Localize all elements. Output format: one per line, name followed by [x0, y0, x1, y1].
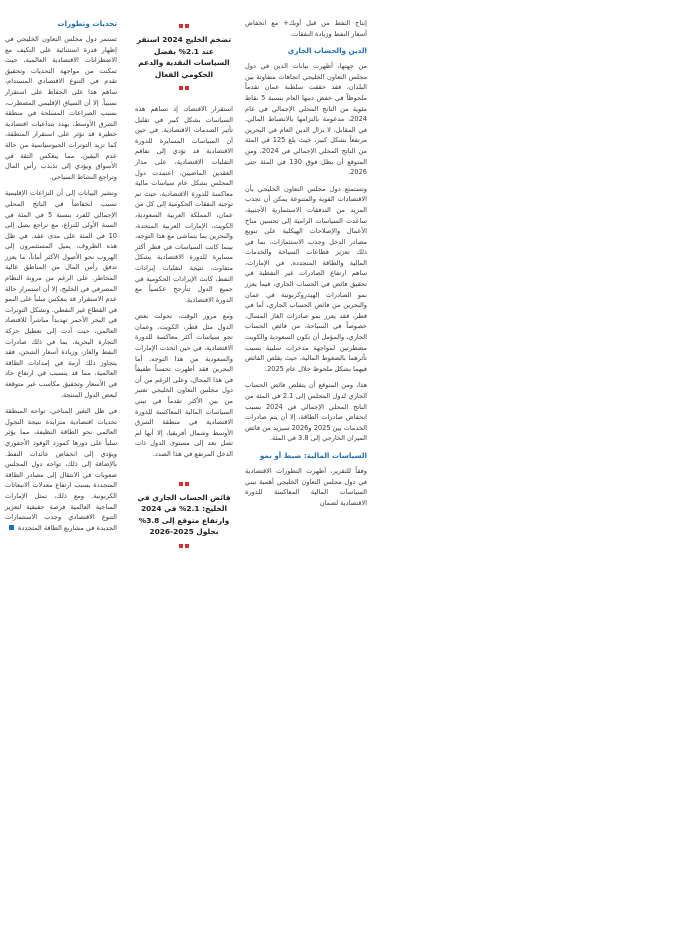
red-marker-top-2: [179, 482, 189, 486]
heading-fiscal-policy: السياسات المالية: ضبط أو نمو: [259, 450, 367, 460]
red-marker-bottom-2: [179, 544, 189, 548]
right-para-2: وتستمتع دول مجلس التعاون الخليجي بأن الاقتصادات القوية والمتنوعة يمكن أن تجذب المزيد من التدفقات الاستثمارية الأجنبية، ساعدت السياسات الرامية إلى تحسين مناخ الأعمال والإصلاحات الهيكلية على تنويع مصادر الدخل وجذب الاستثمارات، بما في ذلك تعزيز قطاعات السياحة والخدمات المالية والطاقة المتجددة. في الإمارات، ساهم ارتفاع الصادرات غير النفطية في تحقيق فائض في الحساب الجاري، فيما يعزز نمو الصادرات الهيدروكربونية في عمان والبحرين من فائض الحساب الجاري، أما في قطر، فقد يعزز نمو صادرات الغاز المسال، خصوصاً في السياحة، من فائض الحساب الجاري، والمؤمل أن تكون السعودية والكويت مضطرتين لمواجهة مدخرات سلبية بسبب تأثرهما بالضغوط المالية، حيث يقلص الفائض فيهما بشكل ملحوظ خلال عام 2025.: [245, 184, 367, 373]
right-para-3: هذا، ومن المتوقع أن يتقلص فائض الحساب الجاري لدول المجلس إلى 2.1 في المئة من الناتج المحلي الإجمالي في 2024 بسبب انخفاض صادرات الطاقة، إلا أن يتم صادرات الخدمات بين 2025 و2026 سيزيد من فائض الميزان الخارجي إلى 3.8 في المئة.: [245, 381, 368, 443]
left-para-1: تستمر دول مجلس التعاون الخليجي في إظهار قدرة استثنائية على التكيف مع الاضطرابات الاقتصادية العالمية، حيث تمكنت من مواجهة التحديات وتحقيق تقدم في التنوع الاقتصادي المستدام، ساهم هذا على الحفاظ على استقرار نسبياً. إلا أن السياق الإقليمي المضطرب، بسبب الصراعات المسلحة في منطقة الشرق الأوسط، يهدد بتداعيات اقتصادية خطيرة قد تؤثر على استقرار المنطقة، كما تزيد التوترات الجيوسياسية من حالة عدم اليقين، مما ينعكس الثقة في الأسواق ويؤدي إلى تذبذب رأس المال وتراجع النشاط السياحي.: [5, 35, 117, 181]
red-marker-top: [179, 24, 189, 28]
heading-debt-current-account: الدين والحساب الجاري: [287, 46, 367, 56]
headline-inflation: تضخم الخليج 2024 استقر عند 2.1% بفضل السياسات النقدية والدعم الحكومي الفعال: [136, 35, 232, 79]
left-column: [5, 18, 117, 539]
left-para-2: وتشير البيانات إلى أن النزاعات الإقليمية تسبب انخفاضاً في الناتج المحلي الإجمالي للفرد بنسبة 5 في المئة في السنة الأولى للنزاع، مع تراجع يصل إلى 10 في المئة على مدى عقد. في ظل هذه الظروف، يميل المستثمرون إلى الهروب نحو الأصول الأكثر أماناً، ما يعزز تدفق رأس المال من المناطق عالية المخاطر. على الرغم من مرونة النظام المصرفي في الخليج، إلا أن استمرار حالة عدم الاستقرار قد ينعكس سلباً على النمو في القطاع غير النفطي. وتشكل التوترات في البحر الأحمر تهديداً مباشراً للاقتصاد العالمي، حيث أدت إلى تعطيل حركة التجارة البحرية، بما في ذلك صادرات النفط والغاز، وزيادة أسعار الشحن، فقد يتجاوز ذلك أزمة في إمدادات الطاقة العالمية، مما قد يتسبب في ارتفاع حاد في الأسعار وتحقيق مكاسب غير متوقعة لبعض الدول المنتجة.: [5, 189, 117, 399]
right-intro: إنتاج النفط من قبل أوبك+ مع انخفاض أسعار النفط وزيادة النفقات.: [245, 19, 367, 38]
red-marker-bottom: [179, 86, 189, 90]
left-para-3-wrap: [5, 406, 117, 533]
headline-current-account: فائض الحساب الجاري في الخليج: 2.1% في 2024 وارتفاع متوقع إلى 3.8% بحلول 2025-2026: [137, 492, 231, 537]
middle-column: [135, 18, 233, 554]
heading-challenges: تحديات وتطورات: [57, 19, 117, 28]
end-mark-icon: [9, 525, 14, 530]
right-column: [245, 18, 367, 514]
right-para-4: وفقاً للتقرير، أظهرت التطورات الاقتصادية في دول مجلس التعاون الخليجي أهمية تبني السياسات المالية المعاكسة للدورة الاقتصادية لضمان: [245, 466, 367, 507]
middle-para-2: ومع مرور الوقت، تحولت بعض الدول مثل قطر، الكويت، وعمان نحو سياسات أكثر معاكسة للدورة الاقتصادية، في حين اتخذت الإمارات والسعودية من هذا التوجه. أما البحرين فقد أظهرت تحسناً طفيفاً في هذا المجال، وعلى الرغم من أن دول مجلس التعاون الخليجي تعتبر من بين الأكثر تقدماً في تبني السياسات المالية المعاكسة للدورة الاقتصادية في منطقة الشرق الأوسط وشمال أفريقيا، إلا أنها لم تصل بعد إلى مستوى الدول ذات الدخل المرتفع في هذا الصدد.: [135, 312, 233, 458]
right-para-1: من جهتها، أظهرت بيانات الدين في دول مجلس التعاون الخليجي اتجاهات متفاوتة بين البلدان، فقد حققت سلطنة عمان تقدماً ملحوظاً في خفض دينها العام بنسبة 5 نقاط مئوية من الناتج المحلي الإجمالي في عام 2024، مدعومة بالتزامها بالانضباط المالي. في المقابل، لا يزال الدين العام في البحرين مرتفعاً بشكل كبير، حيث بلغ 125 في المئة من الناتج المحلي الإجمالي في 2024، ومن المتوقع أن يظل فوق 130 في المئة حتى 2026.: [245, 62, 367, 177]
middle-para-1: استقرار الاقتصاد، إذ تساهم هذه السياسات بشكل كبير في تقليل تأثير الصدمات الاقتصادية. في حين أن السياسات المسايرة للدورة الاقتصادية قد تؤدي إلى تفاقم التقلبات الاقتصادية، على مدار العقدين الماضيين، اعتمدت دول المجلس بشكل عام سياسات مالية معاكسة للدورة الاقتصادية، حيث تم توجيه النفقات الحكومية إلى كل من عمان، المملكة العربية السعودية، الكويت، الإمارات العربية المتحدة، والبحرين بما يتماشى مع هذا التوجه، بينما كانت السياسات في قطر أكثر مسايرة للدورة الاقتصادية بشكل متفاوت، نتيجة لتقلبات إيرادات النفط، كانت الإيرادات الحكومية في جميع الدول تتأرجح عكسياً مع الدورة الاقتصادية.: [135, 105, 233, 304]
left-para-3: في ظل التغير المناخي، تواجه المنطقة تحديات اقتصادية متزايدة نتيجة التحول العالمي نحو الطاقة النظيفة، مما يؤثر سلباً على دورها كمورد الوقود الأحفوري ويؤدي إلى انخفاض عائدات النفط. بالإضافة إلى ذلك، تواجه دول المجلس صعوبات في الانتقال إلى مصادر الطاقة المتجددة بسبب ارتفاع معدلات الانبعاثات الكربونية. ومع ذلك، تمثل الإمارات المناخية العالمية فرصة حقيقية لتعزيز التنوع الاقتصادي وجذب الاستثمارات الجديدة في مشاريع الطاقة المتجددة: [5, 407, 117, 532]
